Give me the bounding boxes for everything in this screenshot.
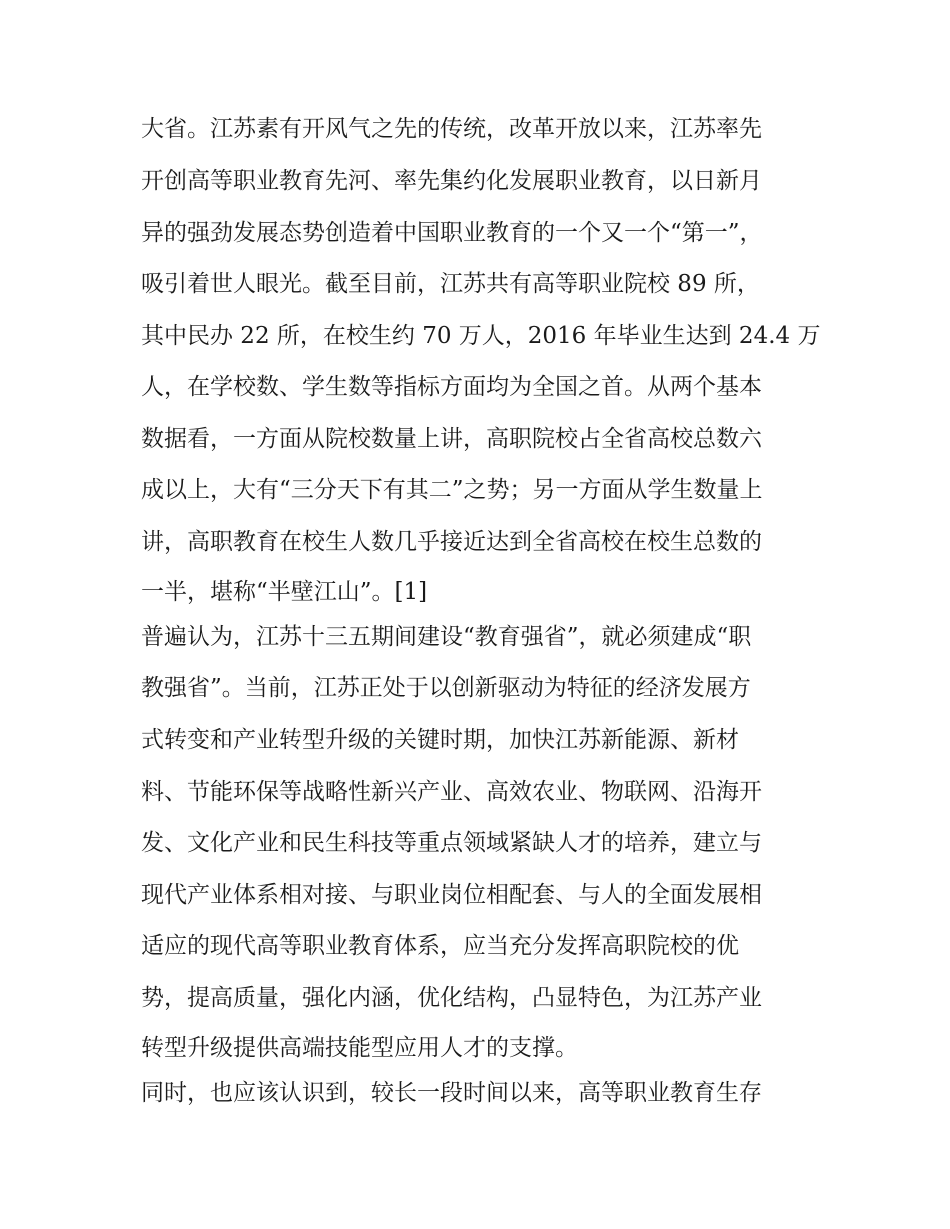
text-line: 势，提高质量，强化内涵，优化结构，凸显特色，为江苏产业: [141, 985, 762, 1011]
text-line: 大省。江苏素有开风气之先的传统，改革开放以来，江苏率先: [141, 116, 762, 142]
text-line: 式转变和产业转型升级的关键时期，加快江苏新能源、新材: [141, 727, 739, 753]
text-line: 吸引着世人眼光。截至目前，江苏共有高等职业院校 89 所，: [141, 271, 760, 297]
text-line: 开创高等职业教育先河、率先集约化发展职业教育，以日新月: [141, 168, 762, 194]
text-line: 同时，也应该认识到，较长一段时间以来，高等职业教育生存: [141, 1080, 762, 1106]
text-line: 一半，堪称“半壁江山”。[1]: [141, 579, 428, 605]
text-line: 其中民办 22 所，在校生约 70 万人，2016 年毕业生达到 24.4 万: [141, 323, 821, 349]
text-line: 异的强劲发展态势创造着中国职业教育的一个又一个“第一”，: [141, 220, 763, 246]
text-line: 人，在学校数、学生数等指标方面均为全国之首。从两个基本: [141, 374, 762, 400]
text-line: 发、文化产业和民生科技等重点领域紧缺人才的培养，建立与: [141, 830, 762, 856]
text-line: 数据看，一方面从院校数量上讲，高职院校占全省高校总数六: [141, 426, 762, 452]
text-line: 普遍认为，江苏十三五期间建设“教育强省”，就必须建成“职: [141, 624, 752, 650]
text-line: 适应的现代高等职业教育体系，应当充分发挥高职院校的优: [141, 933, 739, 959]
text-line: 教强省”。当前，江苏正处于以创新驱动为特征的经济发展方: [141, 675, 751, 701]
text-line: 讲，高职教育在校生人数几乎接近达到全省高校在校生总数的: [141, 529, 762, 555]
text-line: 现代产业体系相对接、与职业岗位相配套、与人的全面发展相: [141, 882, 762, 908]
text-line: 成以上，大有“三分天下有其二”之势；另一方面从学生数量上: [141, 477, 763, 503]
text-line: 料、节能环保等战略性新兴产业、高效农业、物联网、沿海开: [141, 779, 762, 805]
text-line: 转型升级提供高端技能型应用人才的支撑。: [141, 1035, 578, 1061]
